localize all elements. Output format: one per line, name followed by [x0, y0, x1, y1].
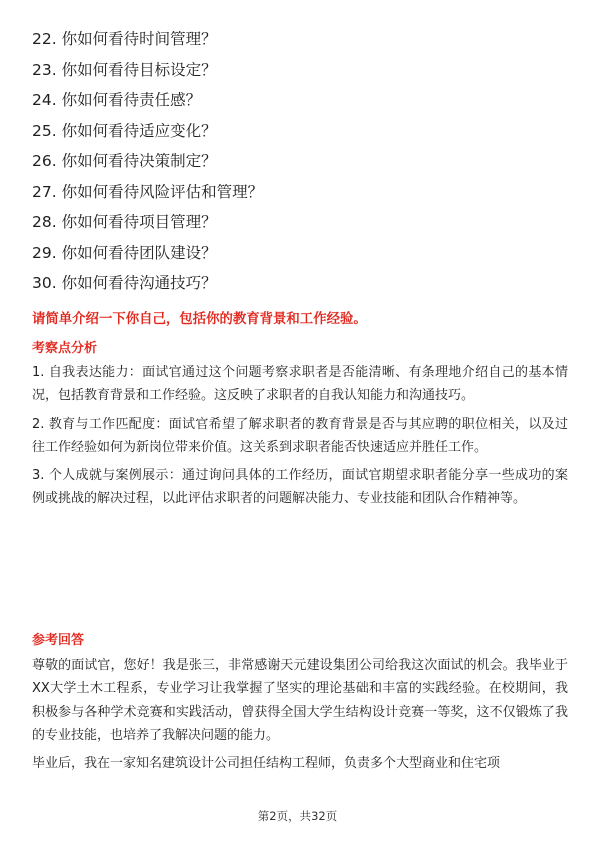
list-item: 22. 你如何看待时间管理？	[32, 30, 217, 48]
question-list	[32, 24, 572, 299]
list-item: 24. 你如何看待责任感？	[32, 91, 202, 109]
page-footer: 第2页，共32页	[257, 809, 338, 823]
answer-section	[32, 654, 568, 775]
analysis-section	[32, 361, 568, 511]
answer-paragraph: 尊敬的面试官，您好！我是张三，非常感谢天元建设集团公司给我这次面试的机会。我毕业于XX大学土木工程系，专业学习让我掌握了坚实的理论基础和丰富的实践经验。在校期间，我积极参与各种学术竞赛和实践活动，曾获得全国大学生结构设计竞赛一等奖，这不仅锻炼了我的专业技能，也培养了我解决问题的能力。	[32, 658, 568, 743]
main-question: 请简单介绍一下你自己，包括你的教育背景和工作经验。	[32, 312, 367, 327]
analysis-heading: 考察点分析	[32, 341, 98, 356]
analysis-paragraph: 2. 教育与工作匹配度：面试官希望了解求职者的教育背景是否与其应聘的职位相关，以及过往工作经验如何为新岗位带来价值。这关系到求职者能否快速适应并胜任工作。	[32, 416, 568, 455]
analysis-paragraph: 3. 个人成就与案例展示：通过询问具体的工作经历，面试官期望求职者能分享一些成功的案例或挑战的解决过程，以此评估求职者的问题解决能力、专业技能和团队合作精神等。	[32, 468, 568, 507]
list-item: 25. 你如何看待适应变化？	[32, 121, 217, 140]
list-item: 23. 你如何看待目标设定？	[32, 60, 217, 79]
answer-paragraph: 毕业后，我在一家知名建筑设计公司担任结构工程师，负责多个大型商业和住宅项	[32, 756, 501, 772]
list-item: 27. 你如何看待风险评估和管理？	[32, 182, 264, 201]
list-item: 28. 你如何看待项目管理？	[32, 213, 217, 231]
list-item: 26. 你如何看待决策制定？	[32, 152, 217, 170]
answer-heading: 参考回答	[32, 633, 85, 648]
analysis-paragraph: 1. 自我表达能力：面试官通过这个问题考察求职者是否能清晰、有条理地介绍自己的基本情况，包括教育背景和工作经验。这反映了求职者的自我认知能力和沟通技巧。	[32, 365, 568, 404]
list-item: 30. 你如何看待沟通技巧？	[32, 274, 217, 292]
list-item: 29. 你如何看待团队建设？	[32, 243, 217, 262]
